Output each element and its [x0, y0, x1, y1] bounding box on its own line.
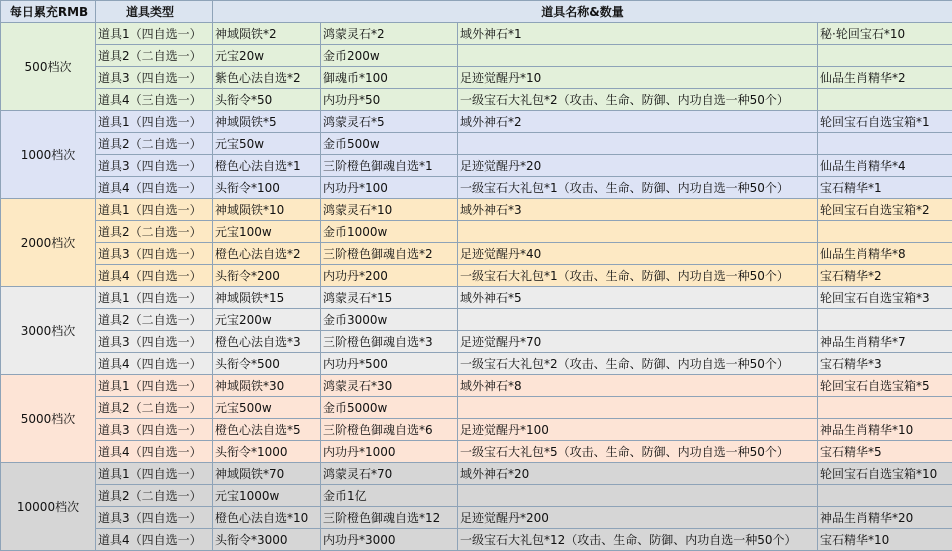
item-cell: 橙色心法自选*1: [213, 155, 321, 177]
item-cell: 神域陨铁*30: [213, 375, 321, 397]
table-body: [1, 23, 952, 551]
item-cell: 轮回宝石自选宝箱*3: [818, 287, 952, 309]
item-type-cell: 道具4（四自选一）: [96, 177, 213, 199]
table-row: [1, 45, 952, 67]
table-row: [1, 507, 952, 529]
item-cell: 神域陨铁*70: [213, 463, 321, 485]
item-cell: [818, 133, 952, 155]
item-type-cell: 道具1（四自选一）: [96, 463, 213, 485]
table-row: [1, 441, 952, 463]
item-cell: 元宝500w: [213, 397, 321, 419]
item-cell: 神域陨铁*2: [213, 23, 321, 45]
item-cell: [818, 89, 952, 111]
item-cell: 鸿蒙灵石*70: [321, 463, 458, 485]
item-cell: 鸿蒙灵石*15: [321, 287, 458, 309]
item-cell: 鸿蒙灵石*10: [321, 199, 458, 221]
item-cell: 一级宝石大礼包*2（攻击、生命、防御、内功自选一种50个）: [458, 353, 818, 375]
item-type-cell: 道具2（二自选一）: [96, 485, 213, 507]
item-cell: 宝石精华*3: [818, 353, 952, 375]
table-row: [1, 221, 952, 243]
item-cell: 元宝20w: [213, 45, 321, 67]
item-type-cell: 道具4（三自选一）: [96, 89, 213, 111]
item-cell: 仙品生肖精华*4: [818, 155, 952, 177]
item-cell: 神品生肖精华*7: [818, 331, 952, 353]
tier-label: 10000档次: [1, 463, 96, 551]
table-row: [1, 265, 952, 287]
item-cell: [458, 133, 818, 155]
item-type-cell: 道具3（四自选一）: [96, 67, 213, 89]
table-row: [1, 243, 952, 265]
item-type-cell: 道具2（二自选一）: [96, 221, 213, 243]
item-type-cell: 道具3（四自选一）: [96, 419, 213, 441]
table-row: [1, 89, 952, 111]
item-cell: 三阶橙色御魂自选*6: [321, 419, 458, 441]
item-cell: 元宝1000w: [213, 485, 321, 507]
item-cell: 金币200w: [321, 45, 458, 67]
table-row: [1, 419, 952, 441]
item-type-cell: 道具1（四自选一）: [96, 111, 213, 133]
item-cell: 一级宝石大礼包*1（攻击、生命、防御、内功自选一种50个）: [458, 177, 818, 199]
item-cell: 域外神石*1: [458, 23, 818, 45]
item-cell: [458, 485, 818, 507]
item-cell: 头衔令*50: [213, 89, 321, 111]
item-cell: 一级宝石大礼包*1（攻击、生命、防御、内功自选一种50个）: [458, 265, 818, 287]
item-cell: 轮回宝石自选宝箱*10: [818, 463, 952, 485]
item-cell: 金币3000w: [321, 309, 458, 331]
item-cell: 紫色心法自选*2: [213, 67, 321, 89]
item-cell: 三阶橙色御魂自选*12: [321, 507, 458, 529]
item-cell: 足迹觉醒丹*10: [458, 67, 818, 89]
item-cell: 金币1亿: [321, 485, 458, 507]
table-row: [1, 23, 952, 45]
item-cell: 三阶橙色御魂自选*1: [321, 155, 458, 177]
item-type-cell: 道具2（二自选一）: [96, 45, 213, 67]
table-row: [1, 397, 952, 419]
item-cell: 头衔令*100: [213, 177, 321, 199]
item-cell: [458, 309, 818, 331]
item-type-cell: 道具1（四自选一）: [96, 199, 213, 221]
item-cell: 鸿蒙灵石*2: [321, 23, 458, 45]
tier-label: 1000档次: [1, 111, 96, 199]
item-cell: [818, 221, 952, 243]
item-type-cell: 道具4（四自选一）: [96, 441, 213, 463]
item-type-cell: 道具4（四自选一）: [96, 353, 213, 375]
item-cell: [818, 485, 952, 507]
item-cell: 御魂币*100: [321, 67, 458, 89]
item-type-cell: 道具4（四自选一）: [96, 265, 213, 287]
item-cell: 内功丹*3000: [321, 529, 458, 551]
item-cell: [458, 45, 818, 67]
item-cell: 轮回宝石自选宝箱*5: [818, 375, 952, 397]
item-cell: 金币1000w: [321, 221, 458, 243]
item-cell: 三阶橙色御魂自选*3: [321, 331, 458, 353]
table-row: [1, 309, 952, 331]
table-row: [1, 199, 952, 221]
item-cell: 宝石精华*5: [818, 441, 952, 463]
table-row: [1, 67, 952, 89]
table-row: [1, 331, 952, 353]
item-cell: 橙色心法自选*5: [213, 419, 321, 441]
item-cell: 头衔令*3000: [213, 529, 321, 551]
header-daily-recharge: 每日累充RMB: [1, 1, 96, 23]
item-type-cell: 道具1（四自选一）: [96, 375, 213, 397]
table-row: [1, 177, 952, 199]
item-cell: 元宝100w: [213, 221, 321, 243]
item-cell: 一级宝石大礼包*12（攻击、生命、防御、内功自选一种50个）: [458, 529, 818, 551]
item-cell: [818, 309, 952, 331]
table-row: [1, 463, 952, 485]
item-cell: 神域陨铁*15: [213, 287, 321, 309]
item-cell: 橙色心法自选*10: [213, 507, 321, 529]
item-cell: 内功丹*50: [321, 89, 458, 111]
table-row: [1, 133, 952, 155]
header-row: [1, 1, 952, 23]
tier-label: 2000档次: [1, 199, 96, 287]
item-type-cell: 道具2（二自选一）: [96, 309, 213, 331]
item-cell: 头衔令*1000: [213, 441, 321, 463]
item-cell: 足迹觉醒丹*70: [458, 331, 818, 353]
item-type-cell: 道具2（二自选一）: [96, 397, 213, 419]
item-type-cell: 道具3（四自选一）: [96, 331, 213, 353]
item-cell: [818, 45, 952, 67]
item-cell: 内功丹*100: [321, 177, 458, 199]
item-cell: 域外神石*20: [458, 463, 818, 485]
item-cell: 鸿蒙灵石*5: [321, 111, 458, 133]
table-row: [1, 353, 952, 375]
item-cell: 宝石精华*1: [818, 177, 952, 199]
item-cell: 秘·轮回宝石*10: [818, 23, 952, 45]
item-cell: 金币500w: [321, 133, 458, 155]
item-cell: 足迹觉醒丹*20: [458, 155, 818, 177]
tier-label: 5000档次: [1, 375, 96, 463]
item-type-cell: 道具3（四自选一）: [96, 507, 213, 529]
item-cell: 轮回宝石自选宝箱*1: [818, 111, 952, 133]
table-row: [1, 529, 952, 551]
table-row: [1, 375, 952, 397]
item-cell: 轮回宝石自选宝箱*2: [818, 199, 952, 221]
item-cell: 域外神石*8: [458, 375, 818, 397]
table-row: [1, 155, 952, 177]
item-cell: [458, 397, 818, 419]
item-cell: 宝石精华*10: [818, 529, 952, 551]
item-cell: 域外神石*5: [458, 287, 818, 309]
item-cell: 足迹觉醒丹*100: [458, 419, 818, 441]
item-cell: 神域陨铁*10: [213, 199, 321, 221]
table-row: [1, 287, 952, 309]
item-cell: 鸿蒙灵石*30: [321, 375, 458, 397]
item-type-cell: 道具2（二自选一）: [96, 133, 213, 155]
item-cell: 内功丹*200: [321, 265, 458, 287]
item-cell: 宝石精华*2: [818, 265, 952, 287]
item-cell: 三阶橙色御魂自选*2: [321, 243, 458, 265]
item-cell: 元宝50w: [213, 133, 321, 155]
item-type-cell: 道具1（四自选一）: [96, 287, 213, 309]
item-cell: 仙品生肖精华*8: [818, 243, 952, 265]
item-type-cell: 道具4（四自选一）: [96, 529, 213, 551]
item-cell: [818, 397, 952, 419]
item-cell: 头衔令*200: [213, 265, 321, 287]
item-cell: [458, 221, 818, 243]
item-cell: 足迹觉醒丹*40: [458, 243, 818, 265]
item-cell: 一级宝石大礼包*2（攻击、生命、防御、内功自选一种50个）: [458, 89, 818, 111]
item-type-cell: 道具3（四自选一）: [96, 155, 213, 177]
tier-label: 500档次: [1, 23, 96, 111]
item-cell: 金币5000w: [321, 397, 458, 419]
item-cell: 一级宝石大礼包*5（攻击、生命、防御、内功自选一种50个）: [458, 441, 818, 463]
item-cell: 橙色心法自选*2: [213, 243, 321, 265]
tier-label: 3000档次: [1, 287, 96, 375]
item-cell: 内功丹*1000: [321, 441, 458, 463]
item-cell: 内功丹*500: [321, 353, 458, 375]
item-cell: 仙品生肖精华*2: [818, 67, 952, 89]
item-cell: 域外神石*2: [458, 111, 818, 133]
header-item-type: 道具类型: [96, 1, 213, 23]
item-cell: 元宝200w: [213, 309, 321, 331]
item-cell: 神品生肖精华*10: [818, 419, 952, 441]
table-row: [1, 485, 952, 507]
item-cell: 神品生肖精华*20: [818, 507, 952, 529]
item-cell: 神域陨铁*5: [213, 111, 321, 133]
item-type-cell: 道具3（四自选一）: [96, 243, 213, 265]
table-row: [1, 111, 952, 133]
item-type-cell: 道具1（四自选一）: [96, 23, 213, 45]
item-cell: 域外神石*3: [458, 199, 818, 221]
header-item-name-quantity: 道具名称&数量: [213, 1, 952, 23]
item-cell: 头衔令*500: [213, 353, 321, 375]
item-cell: 橙色心法自选*3: [213, 331, 321, 353]
item-cell: 足迹觉醒丹*200: [458, 507, 818, 529]
